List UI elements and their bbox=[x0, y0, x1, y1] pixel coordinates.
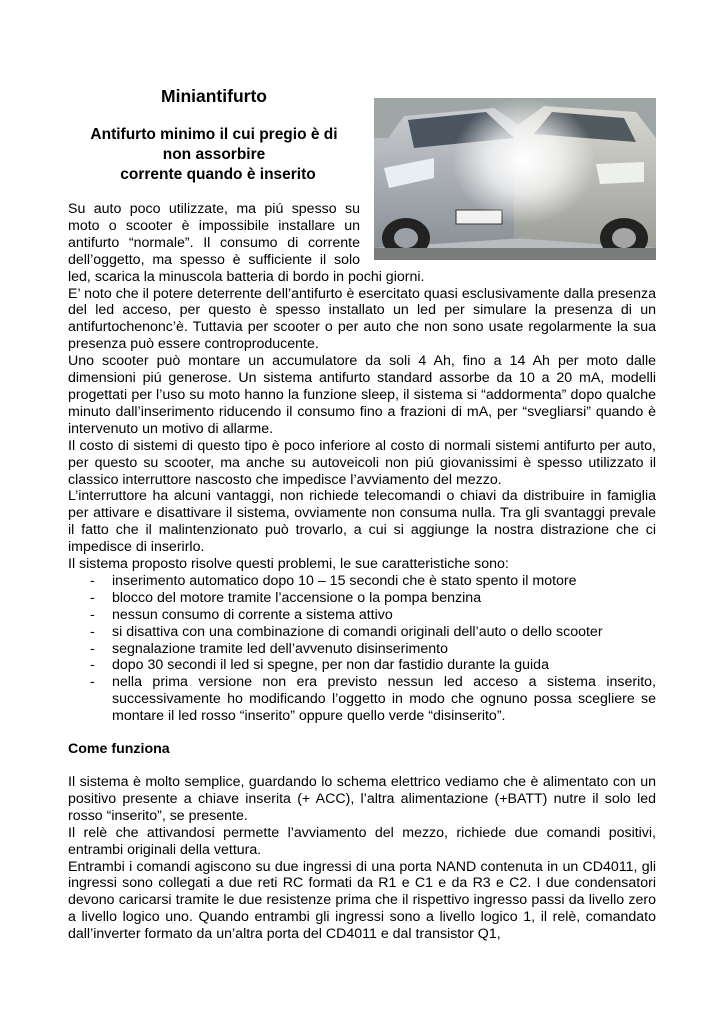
intro-paragraph-2: E’ noto che il potere deterrente dell’antifurto è esercitato quasi esclusivamente dalla presenza del led acceso, per questo è spesso installato un led per simulare la presenza di un antifurtochenonc’è. Tuttavia per scooter o per auto che non sono usate regolarmente la sua presenza può essere controproducente. bbox=[68, 285, 656, 353]
car-photo-icon bbox=[374, 98, 656, 260]
feature-item-2: - blocco del motore tramite l’accensione o la pompa benzina bbox=[68, 590, 656, 607]
intro-paragraph-4: Il costo di sistemi di questo tipo è poco inferiore al costo di normali sistemi antifurto per auto, per questo su scooter, ma anche su autoveicoli non piú giovanissimi è spesso utilizzato il classico interruttore nascosto che impedisce l’avviamento del mezzo. bbox=[68, 437, 656, 488]
body-paragraph-2: Il relè che attivandosi permette l’avviamento del mezzo, richiede due comandi positivi, entrambi originali della vettura. bbox=[68, 824, 656, 858]
subtitle-line-2: non assorbire bbox=[162, 146, 266, 163]
feature-item-5: - segnalazione tramite led dell’avvenuto disinserimento bbox=[68, 641, 656, 658]
document-title: Miniantifurto bbox=[161, 86, 267, 106]
body-paragraph-1: Il sistema è molto semplice, guardando lo schema elettrico vediamo che è alimentato con un positivo presente a chiave inserita (+ ACC), l’altra alimentazione (+BATT) nutre il solo led rosso “inserito”, se presente. bbox=[68, 774, 656, 824]
intro-paragraph-5: L’interruttore ha alcuni vantaggi, non richiede telecomandi o chiavi da distribuire in famiglia per attivare e disattivare il sistema, ovviamente non consuma nulla. Tra gli svantaggi prevale il fatto che il malintenzionato può trovarlo, a cui si aggiunge la nostra distrazione che ci impedisce di inserirlo. bbox=[68, 488, 656, 556]
feature-item-7: - nella prima versione non era previsto nessun led acceso a sistema inserito, successivamente ho modificando l’oggetto in modo che ognuno possa scegliere se montare il led rosso “inserito” oppure quello verde “disinserito”. bbox=[68, 674, 656, 725]
subtitle-line-1: Antifurto minimo il cui pregio è di bbox=[90, 126, 338, 143]
car-photo bbox=[374, 98, 656, 260]
feature-list bbox=[68, 573, 656, 725]
feature-item-3: - nessun consumo di corrente a sistema attivo bbox=[68, 607, 656, 624]
subtitle-line-3: corrente quando è inserito bbox=[120, 166, 316, 183]
feature-item-6: - dopo 30 secondi il led si spegne, per non dar fastidio durante la guida bbox=[68, 657, 656, 674]
feature-item-4: - si disattiva con una combinazione di comandi originali dell’auto o dello scooter bbox=[68, 624, 656, 641]
intro-paragraph-1: Su auto poco utilizzate, ma piú spesso su moto o scooter è impossibile installare un antifurto “normale”. Il consumo di corrente dell’oggetto, ma spesso è sufficiente il solo led, scarica la minuscola batteria di bordo in pochi giorni. bbox=[68, 201, 425, 285]
feature-item-1: - inserimento automatico dopo 10 – 15 secondi che è stato spento il motore bbox=[68, 573, 656, 590]
intro-paragraph-6: Il sistema proposto risolve questi problemi, le sue caratteristiche sono: bbox=[68, 556, 509, 573]
section-heading: Come funziona bbox=[68, 741, 170, 758]
body-paragraph-3: Entrambi i comandi agiscono su due ingressi di una porta NAND contenuta in un CD4011, gli ingressi sono collegati a due reti RC formati da R1 e C1 e da R3 e C2. I due condensatori devono caricarsi tramite le due resistenze prima che il rispettivo ingresso passi da livello zero a livello logico uno. Quando entrambi gli ingressi sono a livello logico 1, il relè, comandato dall’inverter formato da un’altra porta del CD4011 e dal transistor Q1, bbox=[68, 858, 656, 943]
document-page bbox=[68, 84, 656, 943]
intro-paragraph-3: Uno scooter può montare un accumulatore da soli 4 Ah, fino a 14 Ah per moto dalle dimensioni piú generose. Un sistema antifurto standard assorbe da 10 a 20 mA, modelli progettati per l’uso su moto hanno la funzione sleep, il sistema si “addormenta” dopo qualche minuto dall’inserimento riducendo il consumo fino a frazioni di mA, per “svegliarsi” quando è intervenuto un motivo di allarme. bbox=[68, 353, 656, 437]
